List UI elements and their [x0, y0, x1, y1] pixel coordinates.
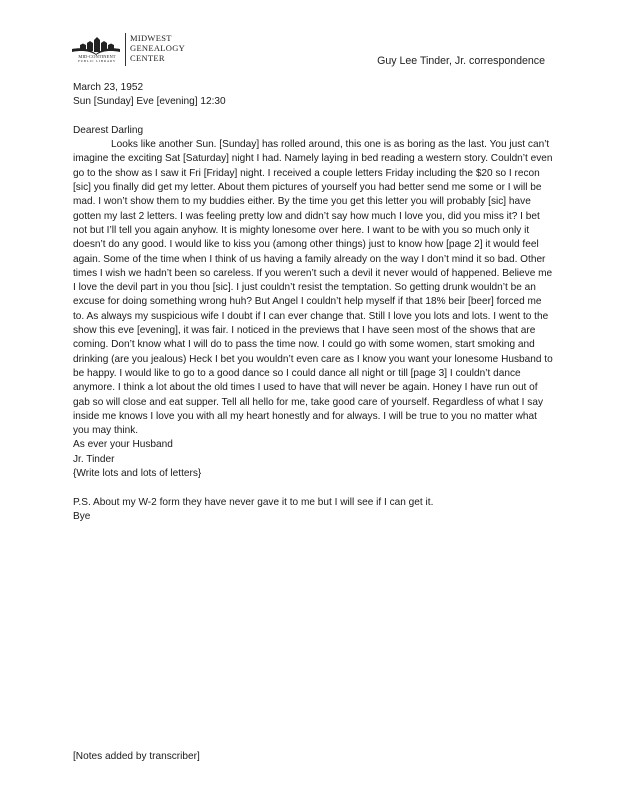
transcriber-note: [Notes added by transcriber] [73, 751, 200, 762]
letter-time: Sun [Sunday] Eve [evening] 12:30 [73, 96, 226, 108]
logo-line-1: MIDWEST [130, 33, 172, 43]
logo-subtitle [68, 54, 126, 64]
collection-title: Guy Lee Tinder, Jr. correspondence [377, 55, 545, 67]
library-logo [70, 30, 220, 70]
letter-signature: Jr. Tinder [73, 453, 115, 465]
logo-line-2: GENEALOGY [130, 43, 186, 53]
logo-sub-line1: MID-CONTINENT [78, 54, 116, 59]
logo-wordmark [130, 33, 185, 63]
letter-closing: As ever your Husband [73, 439, 173, 451]
letter-date: March 23, 1952 [73, 82, 144, 93]
spacer [73, 481, 553, 495]
logo-sub-line2: PUBLIC LIBRARY [77, 59, 117, 63]
spacer [73, 110, 553, 124]
letter-postscript: P.S. About my W-2 form they have never gave it to me but I will see if I can get it. [73, 496, 434, 508]
letter-bracket-note: {Write lots and lots of letters} [73, 468, 202, 480]
letter-farewell: Bye [73, 510, 91, 522]
logo-line-3: CENTER [130, 53, 165, 63]
letter-body [73, 81, 553, 524]
letter-paragraph: Looks like another Sun. [Sunday] has rolled around, this one is as boring as the last. You just can’t imagine the exciting Sat [Saturday] night I had. Namely laying in bed reading a western story. Couldn’t even go to the show as I saw it Fri [Friday] night. I received a couple letters Friday including the $20 so I recon [sic] you finally did get my letter. About them pictures of yourself you had better send me some or I will be mad. I won’t show them to my buddies either. By the time you get this letter you will probably [sic] have gotten my last 2 letters. I was feeling pretty low and didn’t say how much I love you, did you miss it? I bet not but I’ll tell you again anyhow. It is mighty lonesome over here. I want to be with you so much only it doesn’t do any good. I would like to kiss you (among other things) just to know how [page 2] it would feel again. Some of the time when I think of us having a family already on the way I don’t mind it so bad. Other times I wish we hadn’t been so careless. If you weren’t such a devil it never would of happened. Believe me I love the devil part in you thou [sic]. I just couldn’t resist the temptation. So getting drunk wouldn’t be an excuse for doing something wrong huh? But Angel I couldn’t help myself if that 18% beir [beer] forced me to. As always my suspicious wife I doubt if I can ever change that. Still I love you lots and lots. I went to the show this eve [evening], it was fair. I noticed in the previews that I have seen most of the shows that are coming. Don’t know what I will do to pass the time now. I could go with some women, start smoking and drinking (are you jealous) Heck I bet you wouldn’t even care as I know you want your lonesome Husband to be happy. I would like to go to a good dance so I could dance all night or till [page 3] I couldn’t dance anymore. I think a lot about the old times I used to have that will never be again. Honey I have run out of gab so will close and eat supper. Tell all hello for me, take good care of yourself. Regardless of what I say inside me knows I love you with all my heart honestly and for always. I will be true to you no matter what you may think. [73, 139, 553, 437]
logo-divider [125, 33, 126, 66]
letter-salutation: Dearest Darling [73, 124, 144, 136]
